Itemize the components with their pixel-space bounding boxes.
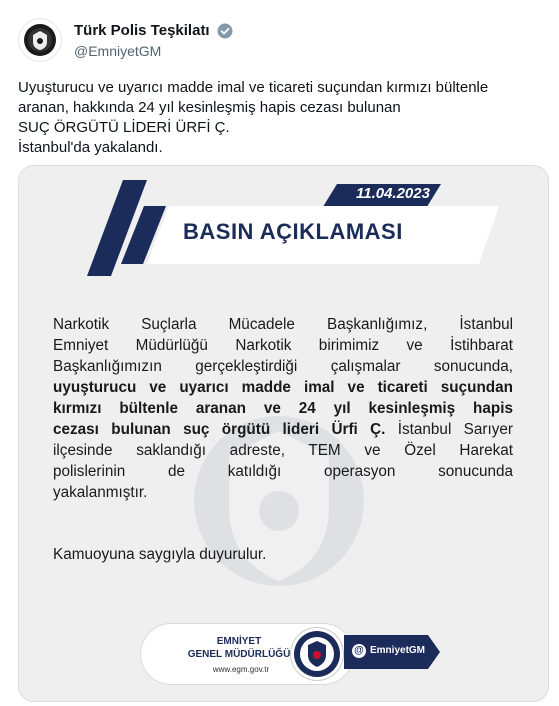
footer-social-handle: EmniyetGM bbox=[370, 645, 426, 656]
press-banner bbox=[19, 166, 549, 286]
press-body-segment: İstanbul Sarıyer bbox=[385, 421, 513, 438]
attached-image[interactable] bbox=[18, 165, 549, 702]
press-body-line bbox=[53, 440, 513, 461]
tweet-line: SUÇ ÖRGÜTÜ LİDERİ ÜRFİ Ç. bbox=[18, 119, 230, 136]
press-body-segment: yakalanmıştır. bbox=[53, 484, 148, 501]
verified-badge-icon bbox=[217, 23, 233, 39]
at-icon: @ bbox=[352, 644, 366, 658]
press-greeting: Kamuoyuna saygıyla duyurulur. bbox=[53, 546, 267, 563]
press-body-segment: cezası bulunan suç örgütü lideri Ürfi Ç. bbox=[53, 421, 386, 438]
footer-org-line1: EMNİYET bbox=[216, 636, 262, 647]
user-handle[interactable]: @EmniyetGM bbox=[74, 43, 162, 59]
press-body-line bbox=[53, 482, 513, 503]
press-title: BASIN AÇIKLAMASI bbox=[183, 219, 403, 244]
press-body-line bbox=[53, 335, 513, 356]
tweet-header bbox=[18, 14, 538, 66]
tweet-line: İstanbul'da yakalandı. bbox=[18, 139, 163, 156]
press-body-segment: Başkanlığımızın gerçekleştirdiği çalışmalar sonucunda, bbox=[53, 358, 513, 375]
press-body-segment: kırmızı bültenle aranan ve 24 yıl kesinleşmiş hapis bbox=[53, 400, 513, 417]
tweet-line: aranan, hakkında 24 yıl kesinleşmiş hapis cezası bulunan bbox=[18, 99, 401, 116]
press-body-segment: polislerinin de katıldığı operasyon sonucunda bbox=[53, 463, 513, 480]
footer-url: www.egm.gov.tr bbox=[212, 665, 270, 674]
press-body-line bbox=[53, 419, 513, 440]
footer-logo-block bbox=[141, 624, 353, 684]
social-handle-tag bbox=[344, 635, 440, 669]
press-body-segment: ilçesinde saklandığı adreste, TEM ve Özel Harekat bbox=[53, 442, 513, 459]
egm-seal-icon bbox=[291, 628, 343, 680]
press-body-line bbox=[53, 461, 513, 482]
display-name[interactable]: Türk Polis Teşkilatı bbox=[74, 22, 210, 40]
press-body-line bbox=[53, 398, 513, 419]
press-body-line bbox=[53, 314, 513, 335]
press-body-segment: Emniyet Müdürlüğü Narkotik birimimiz ve İstihbarat bbox=[53, 337, 513, 354]
tweet-line: Uyuşturucu ve uyarıcı madde imal ve ticareti suçundan kırmızı bültenle bbox=[18, 79, 489, 96]
footer-org-line2: GENEL MÜDÜRLÜĞÜ bbox=[187, 649, 291, 660]
press-body-line bbox=[53, 356, 513, 377]
tweet-text bbox=[18, 78, 543, 158]
press-body-line bbox=[53, 377, 513, 398]
press-body-segment: uyuşturucu ve uyarıcı madde imal ve ticareti suçundan bbox=[53, 379, 513, 396]
press-body-segment: Narkotik Suçlarla Mücadele Başkanlığımız, İstanbul bbox=[53, 316, 513, 333]
police-badge-icon bbox=[22, 22, 58, 58]
press-body bbox=[53, 314, 513, 503]
avatar[interactable] bbox=[18, 18, 62, 62]
press-date: 11.04.2023 bbox=[356, 185, 430, 202]
